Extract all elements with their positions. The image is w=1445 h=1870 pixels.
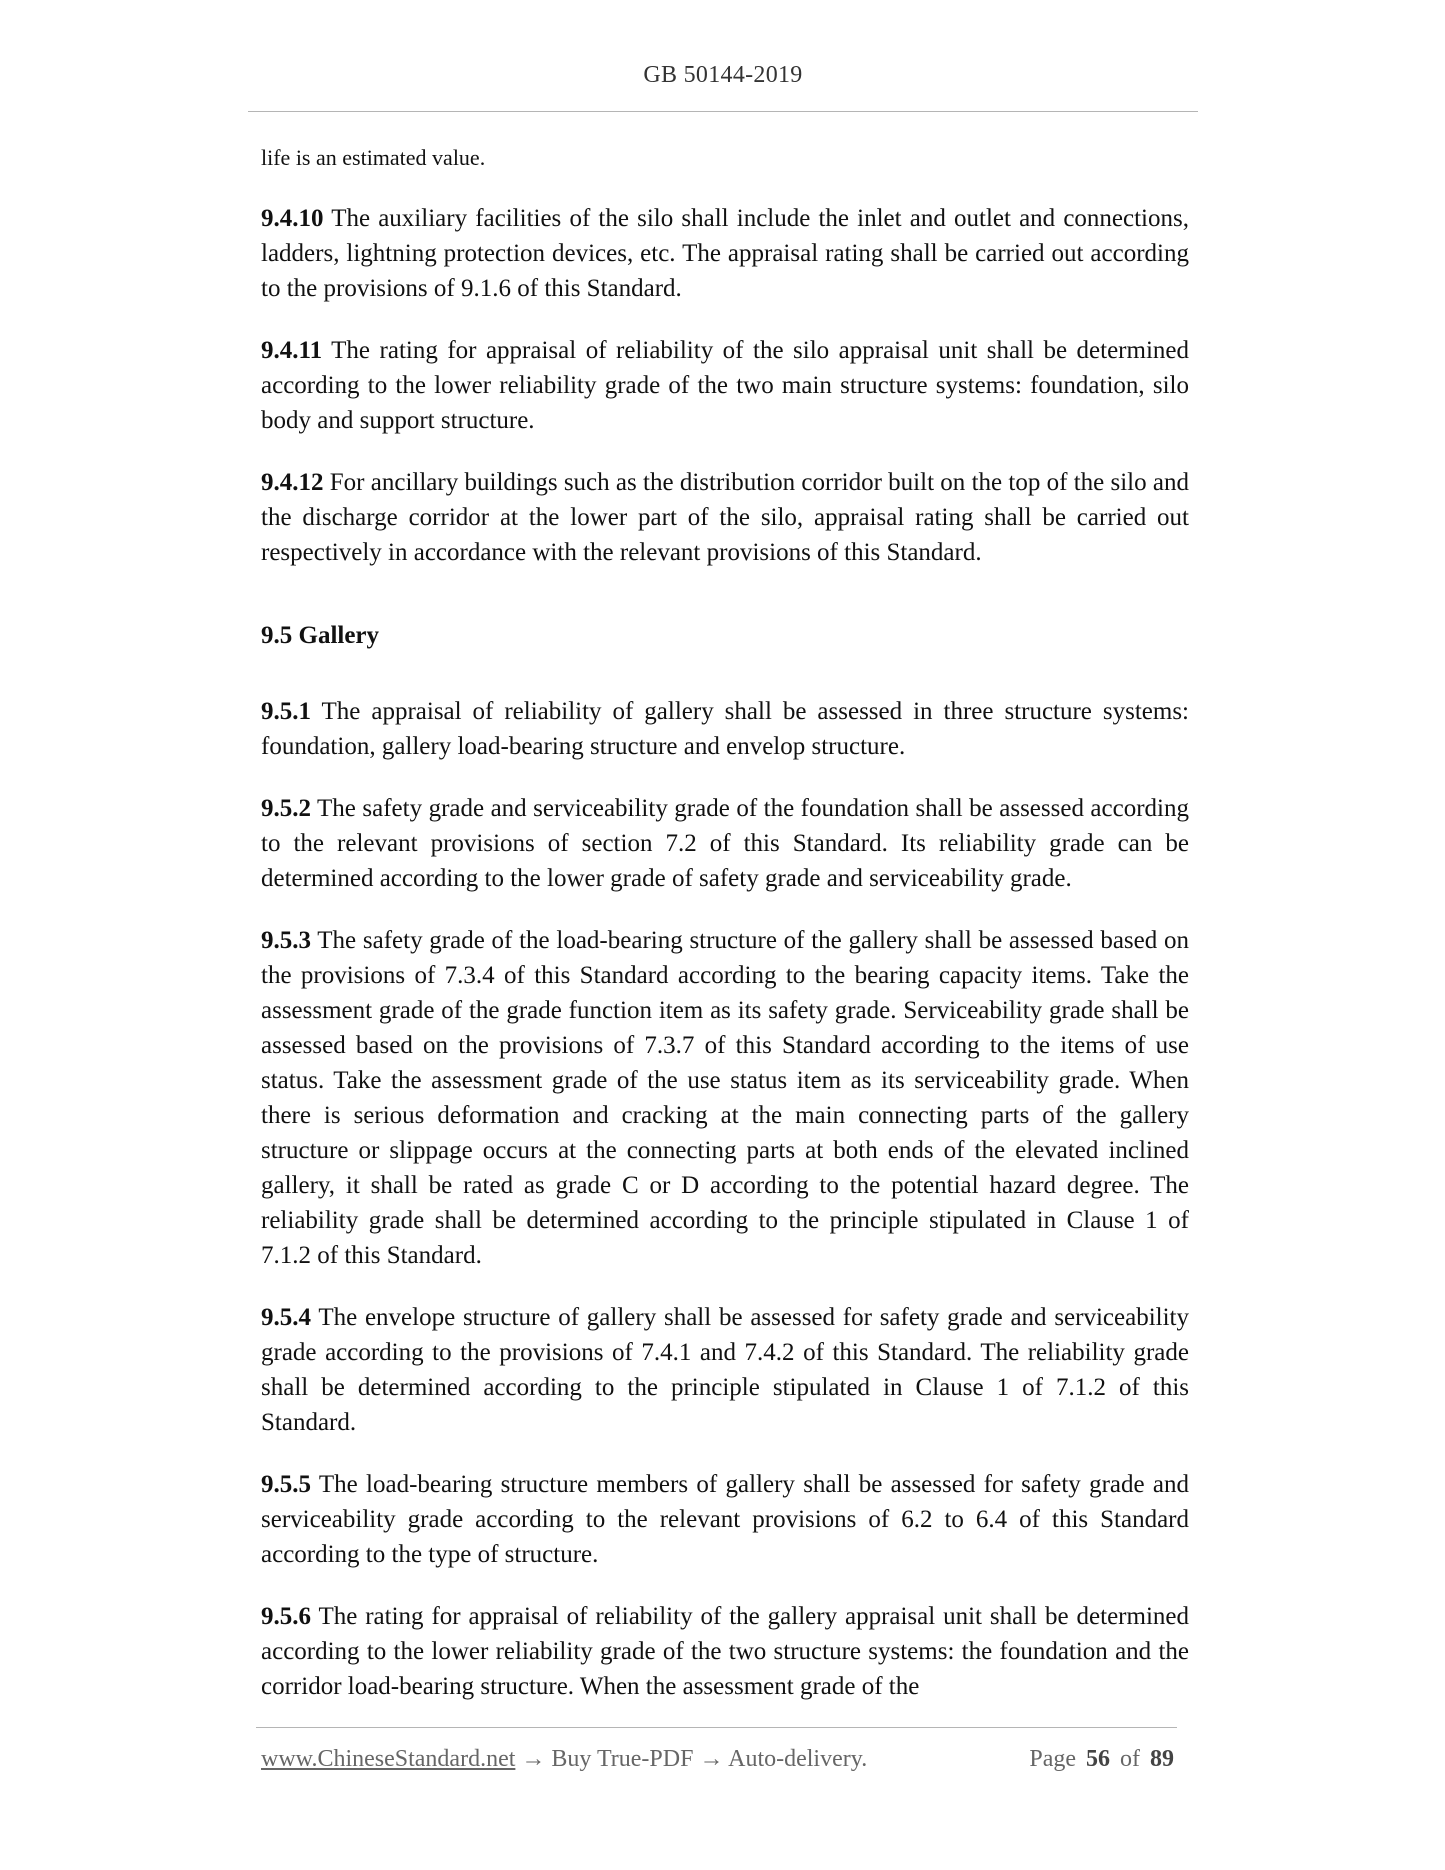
clause-number: 9.5.2 bbox=[261, 795, 311, 822]
clause-number: 9.5.5 bbox=[261, 1471, 311, 1498]
current-page-number: 56 bbox=[1086, 1746, 1110, 1772]
clause-9-5-5 bbox=[261, 1467, 1189, 1572]
clause-number: 9.5.4 bbox=[261, 1304, 311, 1331]
site-link[interactable]: www.ChineseStandard.net bbox=[261, 1746, 516, 1772]
clause-number: 9.5.6 bbox=[261, 1603, 311, 1630]
clause-9-5-6 bbox=[261, 1599, 1189, 1704]
continuation-text: life is an estimated value. bbox=[261, 145, 486, 170]
clause-text: The auxiliary facilities of the silo shall include the inlet and outlet and connections, ladders, lightning protection devices, etc. The appraisal rating shall be carried out according to the provisions of 9.1.6 of this Standard. bbox=[261, 205, 1189, 302]
clause-text: The safety grade of the load-bearing structure of the gallery shall be assessed based on the provisions of 7.3.4 of this Standard according to the bearing capacity items. Take the assessment grade of the grade function item as its safety grade. Serviceability grade shall be assessed based on the provisions of 7.3.7 of this Standard according to the items of use status. Take the assessment grade of the use status item as its serviceability grade. When there is serious deformation and cracking at the main connecting parts of the gallery structure or slippage occurs at the connecting parts at both ends of the elevated inclined gallery, it shall be rated as grade C or D according to the potential hazard degree. The reliability grade shall be determined according to the principle stipulated in Clause 1 of 7.1.2 of this Standard. bbox=[261, 927, 1189, 1269]
promo-text: → Buy True-PDF → Auto-delivery. bbox=[515, 1746, 868, 1772]
page-header-title: GB 50144-2019 bbox=[643, 62, 803, 88]
footer-divider bbox=[256, 1727, 1177, 1728]
clause-number: 9.4.12 bbox=[261, 469, 324, 496]
page-indicator bbox=[1029, 1746, 1174, 1773]
clause-number: 9.4.11 bbox=[261, 337, 323, 364]
clause-text: For ancillary buildings such as the distribution corridor built on the top of the silo and the discharge corridor at the lower part of the silo, appraisal rating shall be carried out respectively in accordance with the relevant provisions of this Standard. bbox=[261, 469, 1189, 566]
clause-9-4-10 bbox=[261, 201, 1189, 306]
clause-9-5-1 bbox=[261, 694, 1189, 764]
clause-text: The appraisal of reliability of gallery shall be assessed in three structure systems: foundation, gallery load-bearing structure and envelop structure. bbox=[261, 698, 1189, 760]
clause-text: The rating for appraisal of reliability of the gallery appraisal unit shall be determined according to the lower reliability grade of the two structure systems: the foundation and the corridor load-bearing structure. When the assessment grade of the bbox=[261, 1603, 1189, 1700]
footer-promo bbox=[261, 1746, 867, 1773]
clause-number: 9.5.1 bbox=[261, 698, 311, 725]
total-pages-number: 89 bbox=[1150, 1746, 1174, 1772]
clause-9-5-2 bbox=[261, 791, 1189, 896]
page-word: Page bbox=[1029, 1746, 1076, 1772]
clause-number: 9.4.10 bbox=[261, 205, 324, 232]
clause-text: The load-bearing structure members of gallery shall be assessed for safety grade and serviceability grade according to the relevant provisions of 6.2 to 6.4 of this Standard according to the type of structure. bbox=[261, 1471, 1189, 1568]
section-heading: 9.5 Gallery bbox=[261, 622, 380, 649]
clause-9-4-12 bbox=[261, 465, 1189, 570]
of-word: of bbox=[1120, 1746, 1140, 1772]
clause-9-5-3 bbox=[261, 923, 1189, 1273]
clause-9-5-4 bbox=[261, 1300, 1189, 1440]
document-body bbox=[261, 143, 1189, 1731]
clause-text: The rating for appraisal of reliability of the silo appraisal unit shall be determined according to the lower reliability grade of the two main structure systems: foundation, silo body and support structure. bbox=[261, 337, 1189, 434]
clause-text: The safety grade and serviceability grade of the foundation shall be assessed according to the relevant provisions of section 7.2 of this Standard. Its reliability grade can be determined according to the lower grade of safety grade and serviceability grade. bbox=[261, 795, 1189, 892]
header-divider bbox=[248, 111, 1198, 112]
clause-9-4-11 bbox=[261, 333, 1189, 438]
clause-text: The envelope structure of gallery shall be assessed for safety grade and serviceability grade according to the provisions of 7.4.1 and 7.4.2 of this Standard. The reliability grade shall be determined according to the principle stipulated in Clause 1 of 7.1.2 of this Standard. bbox=[261, 1304, 1189, 1436]
clause-number: 9.5.3 bbox=[261, 927, 311, 954]
